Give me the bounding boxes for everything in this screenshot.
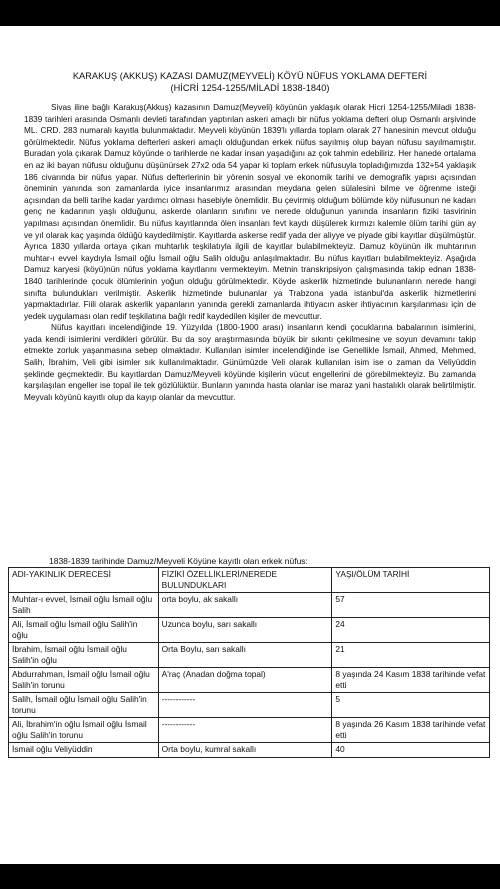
population-table [8, 567, 490, 758]
cell-physical: ------------ [158, 718, 332, 743]
cell-age: 5 [332, 693, 490, 718]
top-letterbox [0, 0, 500, 26]
cell-physical: Orta boylu, kumral sakallı [158, 743, 332, 758]
table-row [9, 593, 490, 618]
header-age-death: YAŞI/ÖLÜM TARİHİ [332, 568, 490, 593]
table-row [9, 743, 490, 758]
table-row [9, 668, 490, 693]
bottom-letterbox [0, 864, 500, 889]
table-row [9, 718, 490, 743]
cell-physical: A'raç (Anadan doğma topal) [158, 668, 332, 693]
cell-physical: ------------ [158, 693, 332, 718]
cell-age: 57 [332, 593, 490, 618]
cell-name: İbrahim, İsmail oğlu İsmail oğlu Salih'in oğlu [9, 643, 159, 668]
cell-physical: Uzunca boylu, sarı sakallı [158, 618, 332, 643]
cell-name: Salih, İsmail oğlu İsmail oğlu Salih'in torunu [9, 693, 159, 718]
paragraph-1: Sivas iline bağlı Karakuş(Akkuş) kazasının Damuz(Meyveli) köyünün yaklaşık olarak Hicri 1254-1255/Miladi 1838-1839 tarihleri arasında Osmanlı devleti tarafından yaptırılan askeri amaçlı bir nüfus yoklama defteri olup Osmanlı arşivinde ML. CRD. 283 numaralı kayıtla bulunmaktadır. Meyveli köyünün 1839'lı yıllarda toplam olarak 27 hanesinin mevcut olduğu görülmektedir. Nüfus yoklama defterleri askeri amaçlı olduğundan erkek nüfus sayılmış olup bayan nüfusu sayılmamıştır. Buradan yola çıkarak Damuz köyünde o tarihlerde ne kadar insan yaşadığını az çok tahmin edebiliriz. Her hanede ortalama en az iki bayan nüfusu olduğunu düşünürsek 27x2 oda 54 yapar ki toplam erkek nüfusuyla topladığımızda 132+54 yaklaşık 186 civarında bir nüfus yapar. Nüfus defterlerinin bir yörenin sosyal ve ekonomik tarihi ve demografik yapısı açısından öneminin yanında son zamanlarda iyice insanlarımız arasından meydana gelen sülalesini bilme ve öğrenme isteği açısından da belli tarihe kadar yardımcı olması hasebiyle önemlidir. Bu çevirmiş olduğum bölümde köy nüfusunun ne kadarı genç ne kadarının yaşlı olduğunu, askerde olanların sınıfını ve nerede olduğunun yanında insanların fiziki tasvirinin yapılması açısından önemlidir. Bu nüfus kayıtlarında ölen insanları fevt kaydı düşülerek kırmızı kalemle ölüm tarihi gün ay ve yıl olarak kaç yaşında öldüğü kaydedilmiştir. Kayıtlarda askerse redif yada der aliyye ve piyade gibi kayıtlar düşülmüştür. Ayrıca 1830 yıllarda ortaya çıkan muhtarlık teşkilatıyla ilgili de kayıtlar bulabilmekteyiz. Damuz köyünün ilk muhtarının muhtar-ı evvel kaydıyla İsmail oğlu İsmail oğlu Salih olduğu anlaşılmaktadır. Bu nüfus kayıtları bulabilmekteyiz. Aşağıda Damuz karyesi (köyü)nün nüfus yoklama kayıtlarını vermekteyim. Metnin transkripsiyon çalışmasında takip ednan 1838-1840 tarihlerinde çocuk ölümlerinin yoğun olduğu görülmektedir. Köyde askerlik hizmetinde bulunanların nerede hangi sınıfta bulundukları verilmiştir. Askerlik hizmetinde bulunanlar ya Trabzona yada istanbul'da askerlik hizmetlerini yapmaktadırlar. Fiili olarak askerlik yapanların yanında gerekli zamanlarda ihtiyacın asker ihtiyacının karşılanması için de yedek uygulaması olan redif teşkilatına bağlı redif kaydedilen kişiler de mevcuttur. [24, 103, 476, 321]
cell-physical: orta boylu, ak sakallı [158, 593, 332, 618]
body-text [24, 102, 476, 403]
cell-name: Ali, İsmail oğlu İsmail oğlu Salih'in oğlu [9, 618, 159, 643]
cell-age: 8 yaşında 24 Kasım 1838 tarihinde vefat etti [332, 668, 490, 693]
cell-physical: Orta Boylu, sarı sakallı [158, 643, 332, 668]
title-line-1: KARAKUŞ (AKKUŞ) KAZASI DAMUZ(MEYVELİ) KÖYÜ NÜFUS YOKLAMA DEFTERİ [72, 71, 428, 81]
cell-name: Ali, İbrahim'in oğlu İsmail oğlu İsmail oğlu Salih'in torunu [9, 718, 159, 743]
cell-age: 8 yaşında 26 Kasım 1838 tarihinde vefat etti [332, 718, 490, 743]
paragraph-2: Nüfus kayıtları incelendiğinde 19. Yüzyılda (1800-1900 arası) insanların kendi çocuklarına babalarının isimlerini, yada kendi isimlerini verdikleri görülür. Bu da soy araştırmasında büyük bir sıkıntı çekilmesine ve soyun devamını takip etmekte zorluk yaşanmasına sebep olmaktadır. Kullanılan isimler incelendiğinde ise Genellikle İsmail, Ahmed, Mehmed, Salih, İbrahim, Veli gibi isimler sık kullanılmaktadır. Günümüzde Veli olarak kullanılan isim ise o zaman da Veliyüddin şeklinde geçmektedir. Bu kayıtlardan Damuz/Meyveli köyünde kişilerin vücut engellerini de görebilmekteyiz. Bu zamanda karşılaşılan engeller ise topal ile tek gözlülüktür. Bunların yanında hasta olanlar ise maraz yani hastalıklı olarak belirtilmiştir. Meyvalı köyünü kayıtlı olup da kayıp olanlar da mevcuttur. [24, 323, 476, 402]
cell-age: 40 [332, 743, 490, 758]
table-header-row [9, 568, 490, 593]
table-row [9, 643, 490, 668]
header-name-kinship: ADI-YAKINLIK DERECESİ [9, 568, 159, 593]
cell-age: 24 [332, 618, 490, 643]
cell-name: Abdurrahman, İsmail oğlu İsmail oğlu Salih'in torunu [9, 668, 159, 693]
header-physical-location: FİZİKİ ÖZELLİKLERİ/NEREDE BULUNDUKLARI [158, 568, 332, 593]
table-row [9, 693, 490, 718]
cell-name: İsmail oğlu Veliyüddin [9, 743, 159, 758]
table-caption: 1838-1839 tarihinde Damuz/Meyveli Köyüne kayıtlı olan erkek nüfus: [49, 556, 308, 566]
title-line-2: (HİCRİ 1254-1255/MİLADİ 1838-1840) [170, 83, 330, 93]
document-title [0, 70, 500, 94]
table-row [9, 618, 490, 643]
cell-name: Muhtar-ı evvel, İsmail oğlu İsmail oğlu Salih [9, 593, 159, 618]
cell-age: 21 [332, 643, 490, 668]
